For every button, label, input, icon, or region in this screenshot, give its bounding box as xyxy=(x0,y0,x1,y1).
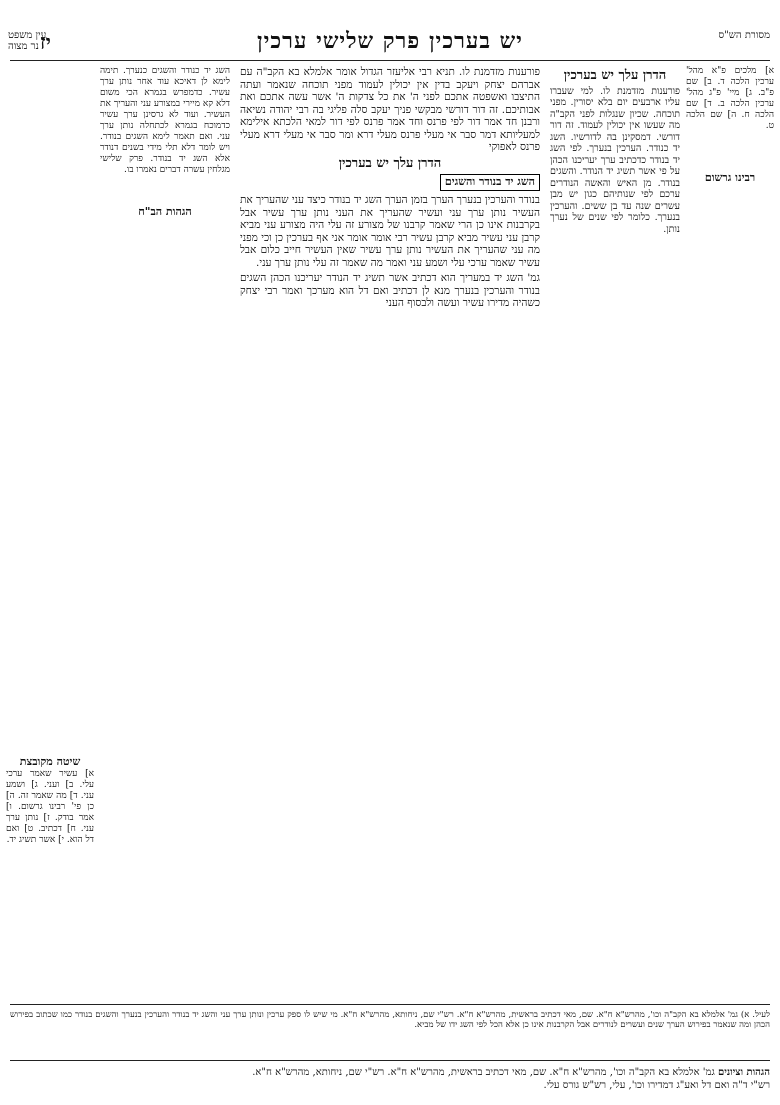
footer-label: הגהות וציונים xyxy=(717,1067,770,1078)
main-opening-text: פורענות מזדמנת לו. תניא רבי אליעזר הגדול אומר אלמלא בא הקב"ה עם אברהם יצחק ויעקב בדין אין יכולין לעמוד מפני תוכחה שנאמר ועתה התיצבו ואשפטה אתכם לפני ה' את כל צדקות ה' אשר עשה אתכם ואת אבותיכם. זה דור דורשי מבקשי פניך יעקב סלה פליגי בה רבי יהודה נשיאה ורבנן חד אמר דור לפי פרנס וחד אמר פרנס לפי דור למאי הלכתא אילימא למעליותא דמר סבר אי מעלי פרנס מעלי דרא ומר סבר אי מעלי דרא מעלי פרנס לאפוקי xyxy=(240,66,540,153)
mishna-text: בנודר והערכין בנערך הערך בזמן הערך השג יד בנודר כיצד עני שהעריך את העשיר נותן ערך עני ועשיר שהעריך את העני נותן ערך עשיר אבל בקרבנות אינו כן הרי שאמר קרבנו של מצורע זה עלי היה מצורע עני מביא קרבן עני עשיר מביא קרבן עשיר רבי אומר אומר אני אף בערכין כן וכי מפני מה עני שהעריך את העשיר נותן ערך עשיר שאין העשיר חייב כלום אבל עשיר שאמר ערכי עלי ושמע עני ואמר מה שאמר זה עלי נותן ערך עני. xyxy=(240,194,540,269)
tosafot-label: הגהות הב"ח xyxy=(138,205,192,218)
ein-mishpat-label: עין משפט נר מצוה xyxy=(8,30,47,52)
footer-rule xyxy=(10,1060,770,1061)
footer-text-2: רש"י ד"ה ואם דל ואע"ג דמדירו וכו', עלי, רש"ש גורס עלי. xyxy=(543,1080,770,1091)
main-text-column xyxy=(240,66,540,996)
footer-text: גמ' אלמלא בא הקב"ה וכו', מהרש"א ח"א. שם, מאי דכתיב בראשית, מהרש"א ח"א. רש"י שם, ניחותא, מהרש"א ח"א. xyxy=(252,1067,715,1078)
rashi-heading: הדרן עלך יש בערכין xyxy=(563,68,667,83)
rashi-label: רבינו גרשום xyxy=(704,171,756,184)
margin-left-column xyxy=(6,66,94,996)
shita-label: שיטה מקובצת xyxy=(19,755,81,768)
bottom-rule xyxy=(10,1004,770,1005)
mishna-heading-box: השג יד בנודר והשגים xyxy=(440,174,540,191)
tosafot-text: השג יד כנודר והשגים כנערך. תימה לימא לן דאיכא עוד אחר נותן ערך עשיר. כדמפרש בגמרא הכי משום דלא קא מיירי במצורע עני והעריך את העשיר. ועוד לא גרסינן ערך עשיר כדמוכח בגמרא לכתחלה נותן ערך עני. ואם תאמר לימא השגים בנודר. ויש לומר דלא תלי מידי בשנים דנודר אלא השג יד בנודר. פרק שלישי מגלחין עשרה דברים נאמרו בו. xyxy=(100,66,230,175)
bottom-notes: לעיל. א) גמ' אלמלא בא הקב"ה וכו', מהרש"א ח"א. שם, מאי דכתיב בראשית, מהרש"א ח"א. רש"י שם, ניחותא, מהרש"א ח"א. מי שיש לו ספק ערכין ונותן ערך עני והשג יד בנודר והערכין בנערך והשגים בנודר כמו שכתוב בפירוש הכהן ומה שנאמר בפירוש הערך שנים ועשרים לנודרים אבל הקרבנות אינו כן אלא הכל לפי השג ידו של מביא. xyxy=(10,1010,770,1030)
page-title: יש בערכין פרק שלישי ערכין xyxy=(257,28,523,54)
margin-right-column xyxy=(686,66,774,996)
gemara-text: גמ' השג יד במעריך הוא דכתיב אשר תשיג יד הנודר יעריכנו הכהן השגים בנודר והערכין בנערך מנא לן דכתיב ואם דל הוא מערכך ואמר רבי יצחק כשהיה מדירו עשיר ועשה ולבסוף העני xyxy=(240,272,540,309)
page-number: יז xyxy=(40,30,51,54)
footer-notes xyxy=(10,1066,770,1092)
mesorah-label: מסורת הש"ס xyxy=(718,30,770,41)
tosafot-column xyxy=(100,66,230,996)
shita-text: א] עשיר שאמר ערכי עלי. ב] ועני. ג] ושמע עני. ד] מה שאמר זה. ה] כן פי' רבינו גרשום. ו] אמר בודק. ז] נותן ערך עני. ח] דכתיב. ט] ואם דל הוא. י] אשר תשיג יד. xyxy=(6,769,94,845)
margin-right-text: א] מלכים פ"א מהל' ערכין הלכה ד. ב] שם פ"ב. ג] מיי' פ"ג מהל' ערכין הלכה ב. ד] שם הלכה ח. ה] שם הלכה ט. xyxy=(686,66,774,131)
rashi-text: פורענות מזדמנת לו. למי שעברו עליו ארבעים יום בלא יסורין. מפני תוכחה. שכיון שנגלות לפני הקב"ה מה שעשו אין יכולין לעמוד. זה דור דורשי. דמסקינן בה לדורשיו. השג יד כנודר. הערכין בנערך. לפי השג יד בנודר כדכתיב ערך יעריכנו הכהן על פי אשר תשיג יד הנודר. והשגים בנודר. מן האיש והאשה הנודרים ערכם לפי שנותיהם כגון יש מבן עשרים שנה עד בן ששים. והערכין בנערך. כלומר לפי שנים של נערך נותן. xyxy=(550,85,680,235)
header-rule xyxy=(10,60,770,61)
chapter-close-heading: הדרן עלך יש בערכין xyxy=(338,155,442,171)
rashi-column xyxy=(550,66,680,996)
